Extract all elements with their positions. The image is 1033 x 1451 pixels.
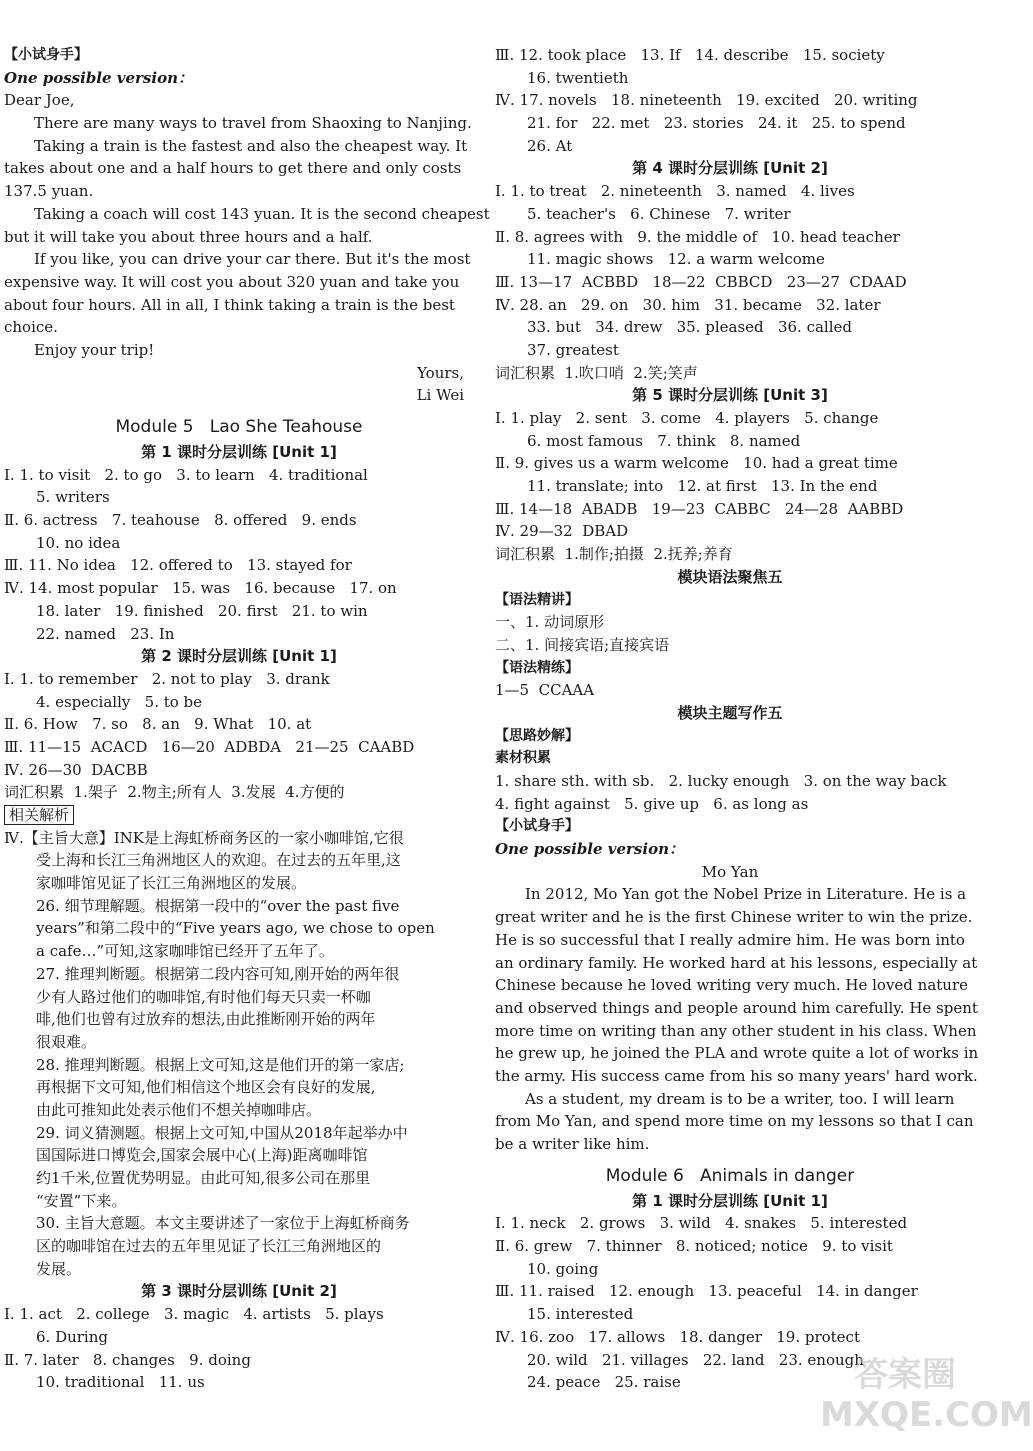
left-line: Taking a train is the fastest and also the cheapest way. It: [34, 136, 468, 155]
right-line: 5. teacher's 6. Chinese 7. writer: [527, 204, 791, 223]
right-line: 二、1. 间接宾语;直接宾语: [495, 635, 670, 654]
right-line: Ⅳ. 28. an 29. on 30. him 31. became 32. later: [495, 295, 881, 314]
right-line: 4. fight against 5. give up 6. as long as: [495, 794, 809, 813]
left-line: 由此可推知此处表示他们不想关掉咖啡店。: [36, 1100, 322, 1119]
right-line: 1—5 CCAAA: [495, 681, 595, 700]
left-line: One possible version：: [4, 68, 193, 87]
left-line: Ⅱ. 6. actress 7. teahouse 8. offered 9. ends: [4, 511, 357, 530]
left-line: Ⅲ. 11—15 ACACD 16—20 ADBDA 21—25 CAABD: [4, 737, 415, 756]
right-line: 词汇积累 1.制作;拍摄 2.抚养;养育: [495, 545, 733, 564]
right-line: 11. magic shows 12. a warm welcome: [527, 250, 825, 269]
right-line: 33. but 34. drew 35. pleased 36. called: [527, 318, 852, 337]
right-line: the army. His success came from his so many years' hard work.: [495, 1066, 978, 1085]
left-line: 很艰难。: [36, 1032, 97, 1051]
right-line: 【语法精练】: [495, 659, 579, 676]
left-line: Taking a coach will cost 143 yuan. It is the second cheapest: [34, 204, 490, 223]
left-line: “安置”下来。: [36, 1191, 127, 1210]
right-line: great writer and he is the first Chinese writer to win the prize.: [495, 908, 973, 927]
left-line: choice.: [4, 318, 58, 337]
left-line: Ⅰ. 1. act 2. college 3. magic 4. artists 5. plays: [4, 1305, 384, 1324]
left-line: 29. 词义猜测题。根据上文可知,中国从2018年起举办中: [36, 1123, 408, 1142]
right-line: As a student, my dream is to be a writer, too. I will learn: [525, 1089, 955, 1108]
right-line: 素材积累: [495, 750, 551, 767]
right-line: 1. share sth. with sb. 2. lucky enough 3. on the way back: [495, 772, 947, 790]
left-line: 第 3 课时分层训练 [Unit 2]: [141, 1282, 337, 1301]
left-line: 26. 细节理解题。根据第一段中的“over the past five: [36, 896, 400, 915]
left-line: 10. traditional 11. us: [36, 1373, 205, 1392]
left-line: There are many ways to travel from Shaoxing to Nanjing.: [34, 114, 472, 133]
right-line: 【语法精讲】: [495, 591, 579, 608]
right-line: 词汇积累 1.吹口哨 2.笑;笑声: [495, 363, 698, 382]
right-line: Mo Yan: [701, 862, 759, 881]
left-line: 再根据下文可知,他们相信这个地区会有良好的发展,: [36, 1078, 376, 1097]
right-line: Ⅰ. 1. play 2. sent 3. come 4. players 5. change: [495, 409, 879, 427]
right-line: more time on writing than any other student in his class. When: [495, 1021, 977, 1040]
right-line: 37. greatest: [527, 340, 619, 359]
right-line: One possible version：: [495, 840, 684, 859]
left-line: 22. named 23. In: [36, 624, 175, 643]
left-line: [4, 804, 474, 827]
left-line: Ⅳ.【主旨大意】INK是上海虹桥商务区的一家小咖啡馆,它很: [4, 828, 404, 847]
right-line: be a writer like him.: [495, 1135, 650, 1153]
right-line: and observed things and people around him carefully. He spent: [495, 998, 978, 1017]
left-line: 啡,他们也曾有过放弃的想法,由此推断刚开始的两年: [36, 1010, 376, 1029]
left-line: 第 2 课时分层训练 [Unit 1]: [141, 647, 337, 666]
right-line: Ⅲ. 14—18 ABADB 19—23 CABBC 24—28 AABBD: [495, 499, 904, 518]
right-line: 第 5 课时分层训练 [Unit 3]: [632, 386, 828, 405]
left-line: 词汇积累 1.架子 2.物主;所有人 3.发展 4.方便的: [4, 783, 345, 802]
left-line: Yours,: [417, 363, 464, 382]
left-line: 区的咖啡馆在过去的五年里见证了长江三角洲地区的: [36, 1237, 382, 1256]
left-line: 27. 推理判断题。根据第二段内容可知,刚开始的两年很: [36, 964, 400, 983]
right-line: In 2012, Mo Yan got the Nobel Prize in Literature. He is a: [525, 885, 967, 904]
left-line: Dear Joe,: [4, 91, 75, 110]
left-line: Ⅳ. 26—30 DACBB: [4, 760, 148, 779]
right-column: [495, 44, 979, 1394]
left-line: 家咖啡馆见证了长江三角洲地区的发展。: [36, 874, 307, 893]
left-line: about four hours. All in all, I think taking a train is the best: [4, 295, 455, 314]
right-line: 26. At: [527, 136, 573, 155]
left-line: 10. no idea: [36, 533, 121, 552]
left-line: Ⅳ. 14. most popular 15. was 16. because 17. on: [4, 579, 397, 598]
right-line: Ⅱ. 9. gives us a warm welcome 10. had a great time: [495, 454, 898, 473]
right-line: 模块主题写作五: [677, 703, 783, 722]
right-line: 一、1. 动词原形: [495, 613, 605, 632]
left-line: 受上海和长江三角洲地区人的欢迎。在过去的五年里,这: [36, 851, 401, 870]
left-line: 5. writers: [36, 488, 110, 507]
left-line: 18. later 19. finished 20. first 21. to win: [36, 601, 368, 620]
right-line: Ⅱ. 6. grew 7. thinner 8. noticed; notice 9. to visit: [495, 1237, 893, 1256]
left-line: takes about one and a half hours to get there and only costs: [4, 159, 462, 178]
right-line: 【小试身手】: [495, 818, 579, 835]
right-line: Ⅲ. 12. took place 13. If 14. describe 15. society: [495, 46, 885, 64]
left-line: 6. During: [36, 1327, 108, 1346]
right-line: Ⅰ. 1. to treat 2. nineteenth 3. named 4. lives: [495, 182, 855, 201]
left-line: If you like, you can drive your car there. But it's the most: [34, 250, 471, 269]
left-line: 【小试身手】: [4, 47, 88, 63]
right-line: 模块语法聚焦五: [677, 567, 783, 586]
right-line: 16. twentieth: [527, 68, 629, 87]
right-line: 【思路妙解】: [495, 727, 579, 744]
left-line: years”和第二段中的“Five years ago, we chose to open: [36, 919, 435, 938]
right-line: 21. for 22. met 23. stories 24. it 25. to spend: [527, 114, 906, 133]
right-line: Ⅰ. 1. neck 2. grows 3. wild 4. snakes 5. interested: [495, 1214, 908, 1233]
left-line: 约1千米,位置优势明显。由此可知,很多公司在那里: [36, 1169, 371, 1187]
left-line: 第 1 课时分层训练 [Unit 1]: [141, 443, 337, 461]
right-line: 24. peace 25. raise: [527, 1373, 681, 1392]
right-line: Ⅳ. 29—32 DBAD: [495, 522, 629, 541]
right-line: Chinese because he loved writing very much. He loved nature: [495, 976, 969, 995]
left-line: 少有人路过他们的咖啡馆,有时他们每天只卖一杯咖: [36, 987, 371, 1006]
left-line: a cafe…”可知,这家咖啡馆已经开了五年了。: [36, 942, 334, 961]
left-line: Ⅱ. 6. How 7. so 8. an 9. What 10. at: [4, 715, 312, 734]
right-line: 15. interested: [527, 1305, 634, 1324]
section-label: 相关解析: [4, 805, 74, 825]
left-line: 4. especially 5. to be: [36, 692, 203, 711]
left-line: Enjoy your trip!: [34, 340, 155, 359]
left-line: Module 5 Lao She Teahouse: [115, 417, 363, 437]
left-line: Li Wei: [416, 386, 464, 405]
left-line: 137.5 yuan.: [4, 182, 94, 201]
right-line: 11. translate; into 12. at first 13. In the end: [527, 477, 878, 496]
left-line: expensive way. It will cost you about 320 yuan and take you: [4, 272, 460, 291]
right-line: Ⅳ. 17. novels 18. nineteenth 19. excited 20. writing: [495, 91, 918, 110]
right-line: 第 4 课时分层训练 [Unit 2]: [632, 159, 828, 178]
left-line: 发展。: [36, 1259, 82, 1278]
right-line: 6. most famous 7. think 8. named: [527, 431, 801, 450]
watermark-logo: 答案圈 MXQE.COM: [820, 1355, 1033, 1435]
left-line: Ⅱ. 7. later 8. changes 9. doing: [4, 1350, 251, 1369]
right-line: Ⅲ. 13—17 ACBBD 18—22 CBBCD 23—27 CDAAD: [495, 272, 907, 291]
right-line: Module 6 Animals in danger: [605, 1165, 855, 1186]
left-line: Ⅰ. 1. to remember 2. not to play 3. drank: [4, 669, 330, 688]
right-line: He is so successful that I really admire him. He was born into: [495, 930, 965, 949]
right-line: he grew up, he joined the PLA and wrote quite a lot of works in: [495, 1044, 979, 1063]
left-line: 28. 推理判断题。根据上文可知,这是他们开的第一家店;: [36, 1055, 405, 1074]
left-line: Ⅲ. 11. No idea 12. offered to 13. stayed for: [4, 556, 352, 575]
right-line: Ⅱ. 8. agrees with 9. the middle of 10. head teacher: [495, 227, 900, 246]
right-line: 第 1 课时分层训练 [Unit 1]: [632, 1191, 828, 1210]
left-column: [4, 44, 490, 1394]
left-line: Ⅰ. 1. to visit 2. to go 3. to learn 4. traditional: [4, 465, 368, 484]
right-line: Ⅳ. 16. zoo 17. allows 18. danger 19. protect: [495, 1327, 860, 1346]
right-line: an ordinary family. He worked hard at his lessons, especially at: [495, 953, 978, 972]
right-line: 10. going: [527, 1259, 599, 1278]
left-line: but it will take you about three hours and a half.: [4, 227, 373, 246]
right-line: from Mo Yan, and spend more time on my lessons so that I can: [495, 1112, 974, 1131]
right-line: Ⅲ. 11. raised 12. enough 13. peaceful 14. in danger: [495, 1282, 918, 1301]
left-line: 30. 主旨大意题。本文主要讲述了一家位于上海虹桥商务: [36, 1214, 410, 1233]
right-line: 20. wild 21. villages 22. land 23. enough: [527, 1350, 864, 1369]
left-line: 国国际进口博览会,国家会展中心(上海)距离咖啡馆: [36, 1146, 368, 1165]
